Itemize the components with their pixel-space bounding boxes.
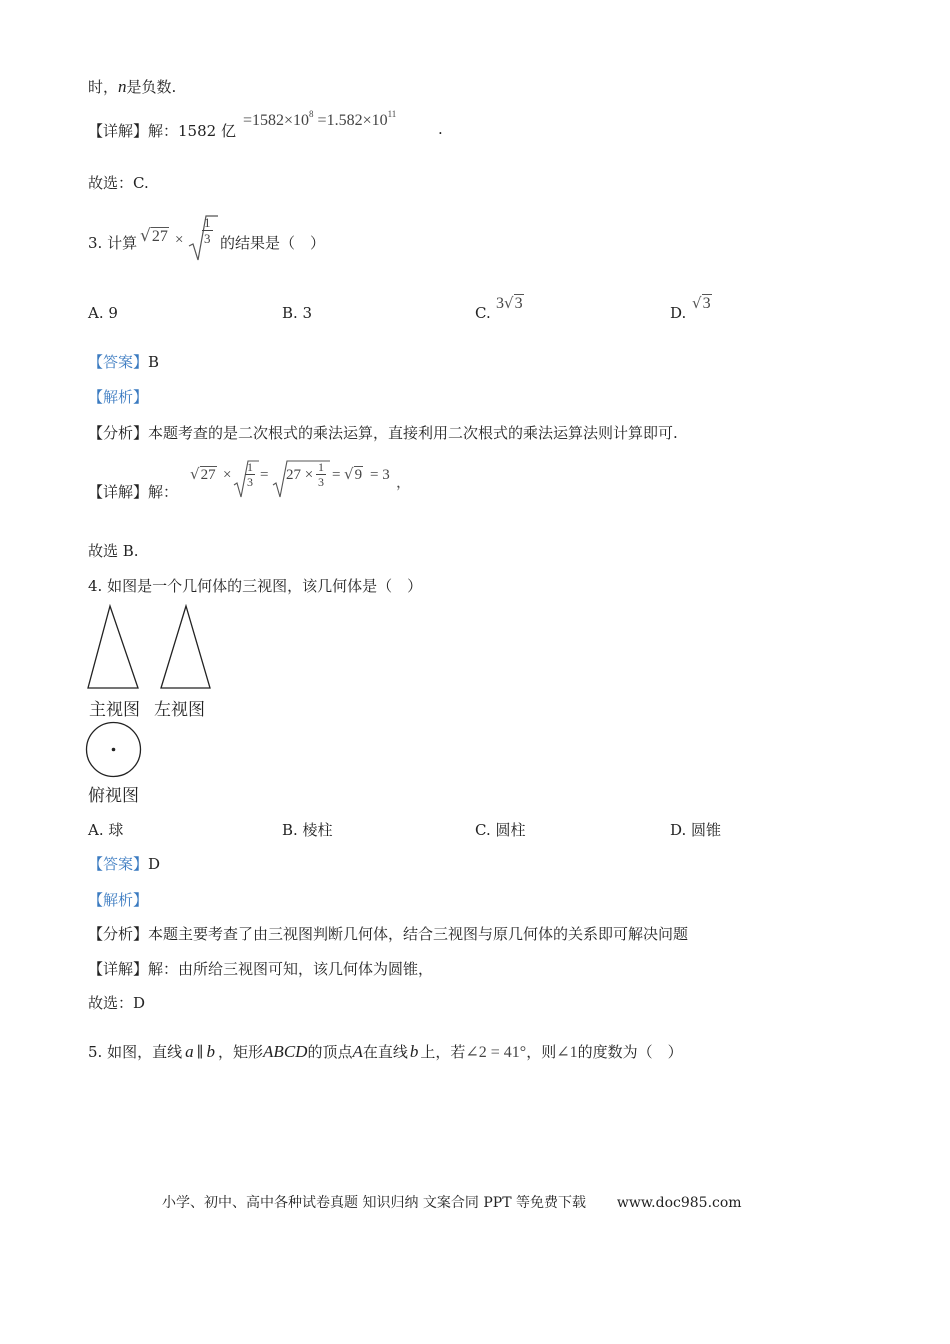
q5-var-a: a bbox=[185, 1042, 194, 1061]
q3-fenxi bbox=[88, 422, 678, 443]
q2-expr: 1582 亿 bbox=[178, 122, 236, 140]
q2-exp1: 8 bbox=[309, 109, 314, 119]
answer-label: 【答案】 bbox=[88, 855, 149, 873]
q3-option-d-value: √3 bbox=[692, 294, 711, 312]
top-view-label: 俯视图 bbox=[88, 786, 139, 806]
q3-detail-9: 9 bbox=[354, 467, 363, 483]
q3-d-rad: 3 bbox=[702, 295, 711, 312]
q3-sqrt27: √27 bbox=[140, 226, 168, 246]
q3-option-a: A. 9 bbox=[88, 304, 118, 322]
q3-option-d-label: D. bbox=[670, 304, 687, 322]
q3-times: × bbox=[175, 232, 184, 248]
fenxi-label: 【分析】 bbox=[88, 925, 149, 943]
answer-value: D bbox=[148, 855, 161, 873]
prev-line bbox=[88, 76, 176, 97]
q2-exp2: 11 bbox=[387, 109, 397, 119]
q5-stem bbox=[88, 1041, 683, 1062]
q4-answer bbox=[88, 853, 160, 874]
q5-var-b: b bbox=[206, 1042, 216, 1061]
q3-answer bbox=[88, 351, 159, 372]
q4-choice: 故选：D bbox=[88, 994, 146, 1012]
q2-choice: 故选：C. bbox=[88, 174, 149, 192]
front-view-triangle bbox=[88, 606, 138, 688]
q3-detail-label: 【详解】解： bbox=[88, 483, 179, 501]
q5-angle2: ∠2 = 41° bbox=[465, 1044, 527, 1061]
q5-point-a: A bbox=[352, 1042, 363, 1061]
q5-p6: ，则 bbox=[526, 1043, 557, 1061]
fenxi-text: 本题主要考查了由三视图判断几何体，结合三视图与原几何体的关系即可解决问题 bbox=[148, 925, 689, 943]
q5-parallel: ∥ bbox=[196, 1043, 204, 1061]
q5-p4: 在直线 bbox=[362, 1043, 408, 1061]
q4-stem: 4. 如图是一个几何体的三视图，该几何体是（ ） bbox=[88, 577, 423, 595]
q3-detail-eq: = bbox=[260, 467, 269, 483]
footer bbox=[162, 1192, 742, 1212]
front-view-label: 主视图 bbox=[89, 700, 140, 720]
q3-detail-result: = 3 bbox=[370, 467, 390, 483]
q4-option-c: C. 圆柱 bbox=[475, 821, 526, 839]
q2-detail-line bbox=[88, 120, 236, 141]
q3-option-c-label: C. bbox=[475, 304, 491, 322]
footer-text: 小学、初中、高中各种试卷真题 知识归纳 文案合同 PPT 等免费下载 bbox=[162, 1195, 586, 1211]
q3-c-coef: 3 bbox=[496, 295, 504, 312]
q5-p1: 5. 如图，直线 bbox=[88, 1043, 183, 1061]
q5-p5: 上，若 bbox=[420, 1043, 466, 1061]
q4-option-b: B. 棱柱 bbox=[282, 821, 333, 839]
answer-label: 【答案】 bbox=[88, 353, 149, 371]
q2-eq1: =1582×10 bbox=[243, 112, 310, 129]
q5-p2: ，矩形 bbox=[218, 1043, 264, 1061]
q3-option-c-value: 3√3 bbox=[496, 294, 523, 312]
left-view-label: 左视图 bbox=[154, 700, 205, 720]
footer-site-link[interactable]: www.doc985.com bbox=[616, 1195, 742, 1211]
q3-stem-post: 的结果是（ ） bbox=[220, 234, 326, 252]
q5-angle1: ∠1 bbox=[556, 1044, 578, 1061]
prev-line-post: 是负数. bbox=[126, 78, 177, 96]
q3-c-rad: 3 bbox=[514, 295, 523, 312]
fenxi-text: 本题考查的是二次根式的乘法运算，直接利用二次根式的乘法运算法则计算即可. bbox=[148, 424, 678, 442]
q3-choice: 故选 B. bbox=[88, 542, 139, 560]
q5-p3: 的顶点 bbox=[307, 1043, 353, 1061]
var-n: n bbox=[118, 77, 127, 96]
q5-var-b2: b bbox=[409, 1042, 419, 1061]
q4-option-d: D. 圆锥 bbox=[670, 821, 722, 839]
q3-detail-end: ， bbox=[396, 475, 412, 491]
q2-equation bbox=[243, 109, 397, 130]
q5-p7: 的度数为（ ） bbox=[577, 1043, 683, 1061]
q3-stem-pre: 3. 计算 bbox=[88, 234, 138, 252]
q4-option-a: A. 球 bbox=[88, 821, 124, 839]
three-view-triangles bbox=[86, 604, 216, 692]
left-view-triangle bbox=[161, 606, 210, 688]
q3-option-b: B. 3 bbox=[282, 304, 313, 322]
fenxi-label: 【分析】 bbox=[88, 424, 149, 442]
analysis-label: 【解析】 bbox=[88, 891, 149, 909]
detail-label: 【详解】 bbox=[88, 960, 149, 978]
q5-rect: ABCD bbox=[263, 1042, 308, 1061]
q3-detail-27: 27 bbox=[200, 467, 216, 483]
q4-fenxi bbox=[88, 923, 688, 944]
q4-detail bbox=[88, 958, 433, 979]
top-view-circle bbox=[85, 721, 143, 779]
q2-end: . bbox=[438, 120, 443, 138]
detail-text: 解：由所给三视图可知，该几何体为圆锥， bbox=[148, 960, 434, 978]
q3-radicand-27: 27 bbox=[151, 228, 168, 245]
detail-label: 【详解】解： bbox=[88, 122, 179, 140]
prev-line-pre: 时， bbox=[88, 78, 119, 96]
q3-frac-den: 3 bbox=[204, 231, 211, 246]
q2-eq2: =1.582×10 bbox=[317, 112, 388, 129]
answer-value: B bbox=[148, 353, 160, 371]
analysis-label: 【解析】 bbox=[88, 388, 149, 406]
q3-frac-num: 1 bbox=[204, 215, 211, 230]
